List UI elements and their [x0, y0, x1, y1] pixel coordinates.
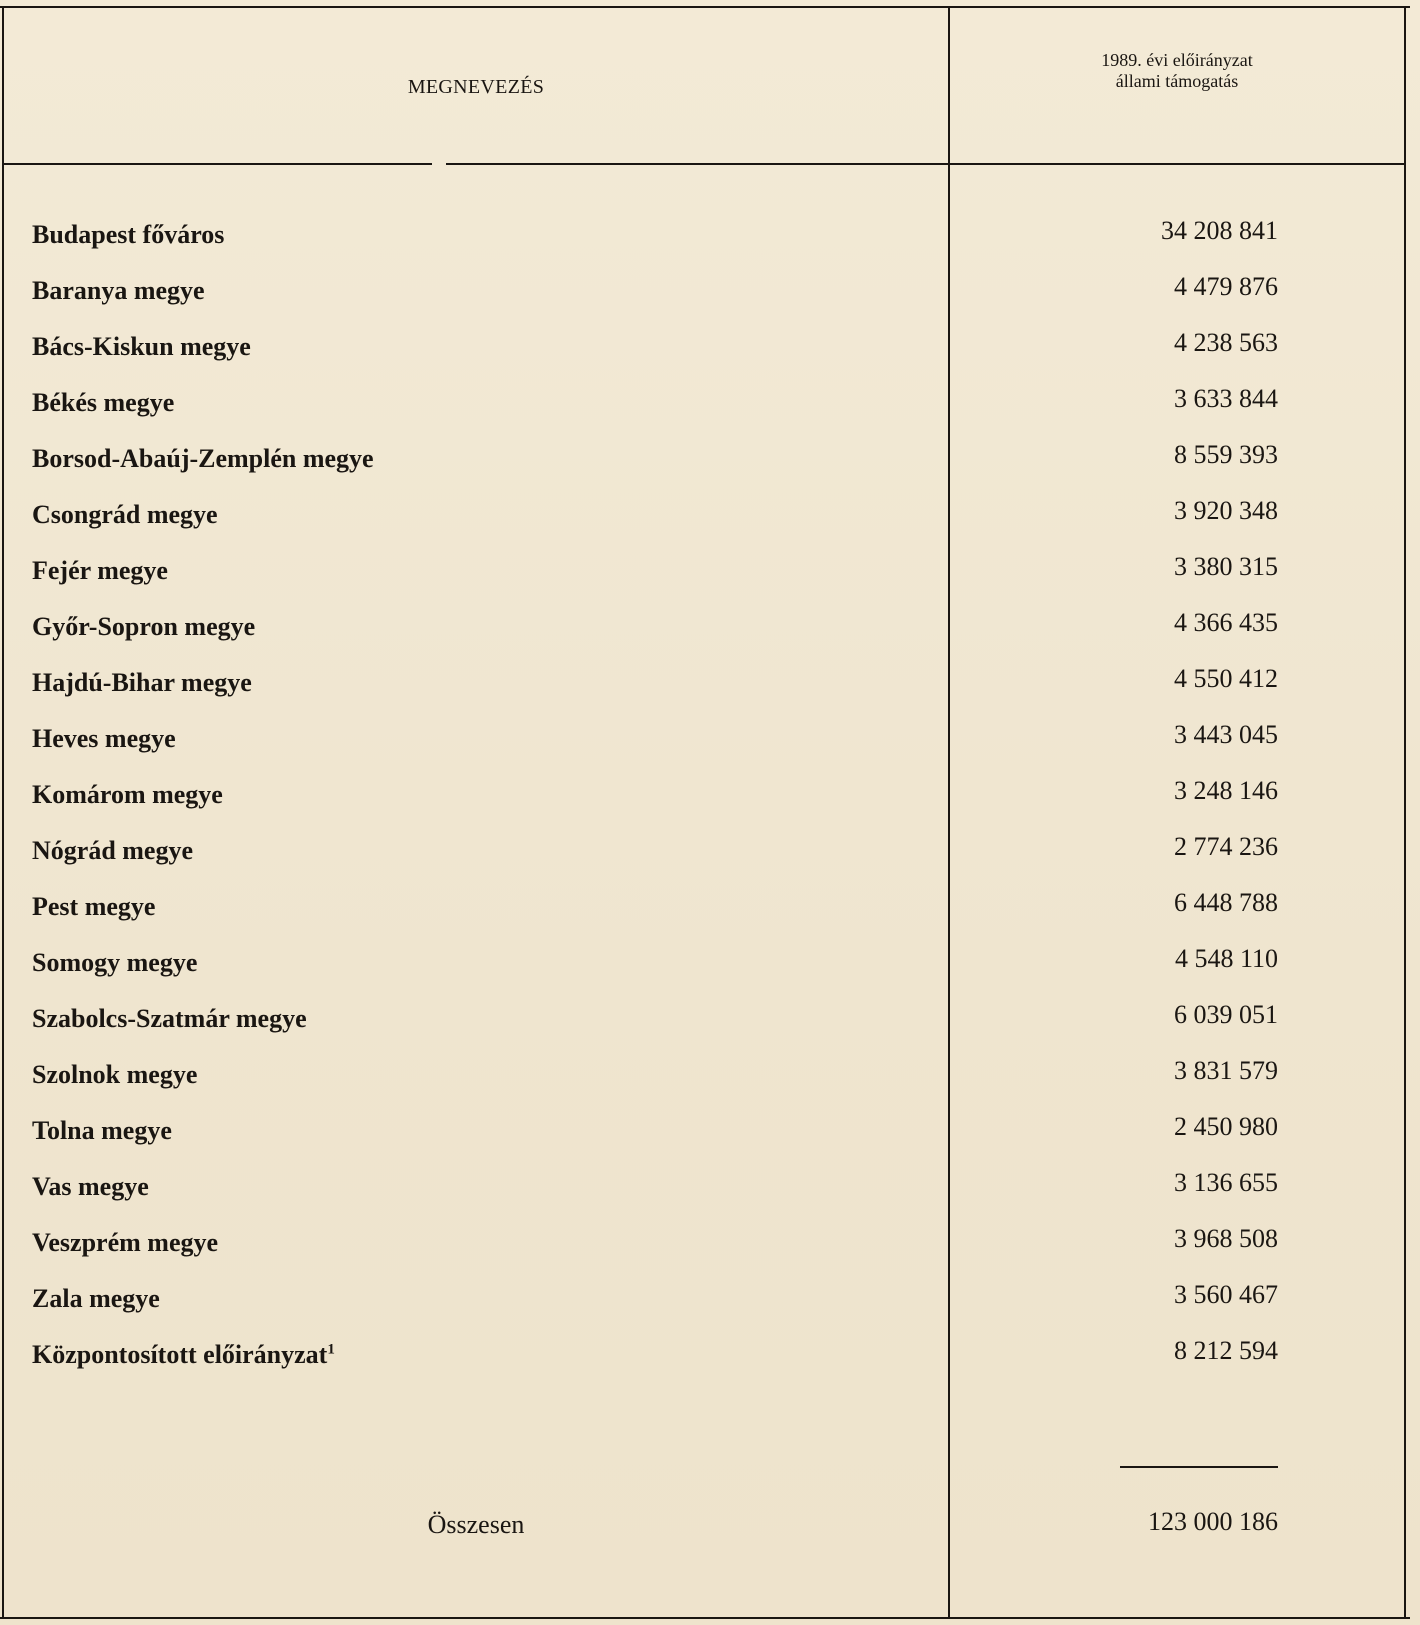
row-value: 8 212 594: [1174, 1336, 1278, 1365]
row-name-text: Budapest főváros: [32, 220, 225, 249]
row-value: 4 366 435: [1174, 608, 1278, 637]
table-row: [0, 826, 1410, 882]
row-name-text: Fejér megye: [32, 556, 168, 585]
row-name-text: Bács-Kiskun megye: [32, 332, 251, 361]
header-rule: [446, 163, 1406, 165]
row-name: [32, 220, 224, 250]
row-name: [32, 780, 223, 810]
total-label: Összesen: [427, 1510, 525, 1539]
row-name: [32, 1116, 172, 1146]
row-name: [32, 892, 155, 922]
row-name: [32, 836, 193, 866]
row-value: 3 831 579: [1174, 1056, 1278, 1085]
row-value: 2 450 980: [1174, 1112, 1278, 1141]
table-row: [0, 1106, 1410, 1162]
row-value: 3 633 844: [1174, 384, 1278, 413]
footnote-marker: 1: [327, 1341, 335, 1358]
row-value: 6 039 051: [1174, 1000, 1278, 1029]
row-name-text: Vas megye: [32, 1172, 149, 1201]
row-name: [32, 1340, 335, 1370]
row-value: 3 380 315: [1174, 552, 1278, 581]
row-value: 34 208 841: [1161, 216, 1278, 245]
table-row: [0, 322, 1410, 378]
row-name: [32, 1060, 197, 1090]
row-value: 3 560 467: [1174, 1280, 1278, 1309]
row-name: [32, 444, 374, 474]
table-row: [0, 1330, 1410, 1386]
row-value: 3 248 146: [1174, 776, 1278, 805]
row-name: [32, 948, 197, 978]
column-header-value: [950, 50, 1404, 92]
table-row: [0, 490, 1410, 546]
table-row: [0, 266, 1410, 322]
table-row: [0, 1274, 1410, 1330]
row-name-text: Veszprém megye: [32, 1228, 219, 1257]
row-value: 3 443 045: [1174, 720, 1278, 749]
row-name: [32, 612, 255, 642]
row-value: 4 238 563: [1174, 328, 1278, 357]
table-row: [0, 1162, 1410, 1218]
row-name: [32, 1172, 149, 1202]
table-body: [0, 210, 1410, 1386]
row-value: 4 479 876: [1174, 272, 1278, 301]
table-row: [0, 1050, 1410, 1106]
row-name-text: Győr-Sopron megye: [32, 612, 256, 641]
row-name: [32, 500, 218, 530]
table-row: [0, 658, 1410, 714]
table-row: [0, 714, 1410, 770]
table-row: [0, 210, 1410, 266]
column-header-value-line1: 1989. évi előirányzat: [1101, 50, 1253, 70]
sum-rule: [1120, 1466, 1278, 1468]
column-header-name: MEGNEVEZÉS: [407, 76, 545, 98]
row-value: 8 559 393: [1174, 440, 1278, 469]
header-rule: [2, 163, 432, 165]
table-row: [0, 378, 1410, 434]
row-name-text: Csongrád megye: [32, 500, 218, 529]
table-row: [0, 770, 1410, 826]
row-name-text: Pest megye: [32, 892, 156, 921]
row-name: [32, 332, 251, 362]
row-name-text: Somogy megye: [32, 948, 198, 977]
table-row: [0, 938, 1410, 994]
table-row: [0, 1218, 1410, 1274]
table-border-top: [0, 6, 1410, 8]
row-name: [32, 276, 205, 306]
row-name-text: Borsod-Abaúj-Zemplén megye: [32, 444, 374, 473]
row-name: [32, 668, 252, 698]
row-value: 3 968 508: [1174, 1224, 1278, 1253]
row-name: [32, 1004, 307, 1034]
row-name: [32, 556, 168, 586]
table-row: [0, 546, 1410, 602]
row-value: 4 548 110: [1174, 944, 1278, 973]
row-name: [32, 724, 176, 754]
row-name-text: Szolnok megye: [32, 1060, 198, 1089]
row-name: [32, 1228, 218, 1258]
row-name-text: Nógrád megye: [32, 836, 194, 865]
table-row: [0, 882, 1410, 938]
total-value: 123 000 186: [1148, 1507, 1278, 1536]
row-name-text: Hajdú-Bihar megye: [32, 668, 252, 697]
table-row: [0, 994, 1410, 1050]
row-value: 2 774 236: [1174, 832, 1278, 861]
table-row: [0, 434, 1410, 490]
row-name-text: Heves megye: [32, 724, 176, 753]
row-name-text: Központosított előirányzat: [32, 1340, 328, 1369]
table-row: [0, 602, 1410, 658]
row-name-text: Komárom megye: [32, 780, 223, 809]
row-value: 4 550 412: [1174, 664, 1278, 693]
row-name-text: Szabolcs-Szatmár megye: [32, 1004, 307, 1033]
table-border-bottom: [0, 1617, 1410, 1619]
row-name-text: Baranya megye: [32, 276, 205, 305]
row-value: 3 136 655: [1174, 1168, 1278, 1197]
row-name-text: Tolna megye: [32, 1116, 172, 1145]
column-header-value-line2: állami támogatás: [1115, 71, 1239, 91]
row-name-text: Békés megye: [32, 388, 175, 417]
row-name: [32, 1284, 160, 1314]
row-value: 6 448 788: [1174, 888, 1278, 917]
row-name-text: Zala megye: [32, 1284, 160, 1313]
row-name: [32, 388, 174, 418]
row-value: 3 920 348: [1174, 496, 1278, 525]
